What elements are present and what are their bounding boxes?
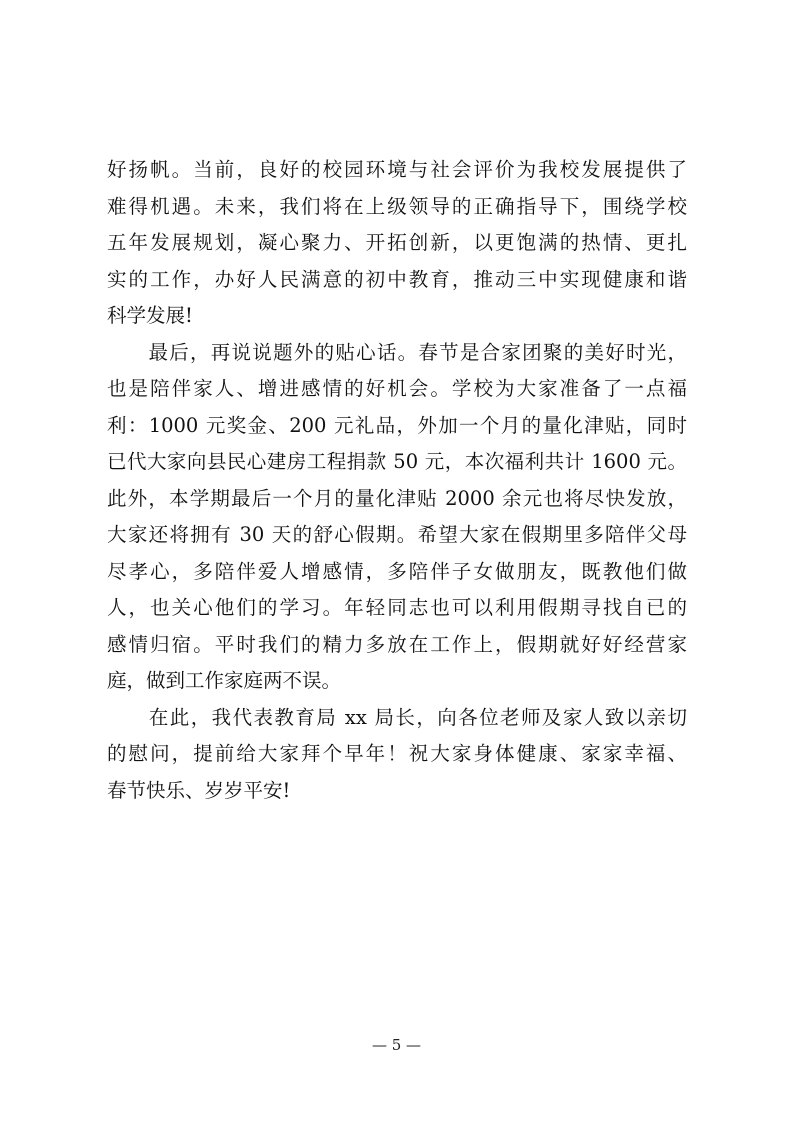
paragraph-2 — [107, 335, 687, 700]
text-line: 在此，我代表教育局 xx 局长，向各位老师及家人致以亲切 — [107, 705, 687, 729]
text-line: 科学发展! — [107, 304, 193, 327]
text-line: 已代大家向县民心建房工程捐款 50 元，本次福利共计 1600 元。 — [107, 450, 687, 473]
text-line: 利：1000 元奖金、200 元礼品，外加一个月的量化津贴，同时 — [107, 413, 687, 437]
text-line: 也是陪伴家人、增进感情的好机会。学校为大家准备了一点福 — [107, 377, 687, 400]
text-line: 五年发展规划，凝心聚力、开拓创新，以更饱满的热情、更扎 — [107, 231, 687, 254]
text-line: 庭，做到工作家庭两不误。 — [107, 669, 342, 692]
text-line: 春节快乐、岁岁平安! — [107, 778, 291, 802]
text-line: 此外，本学期最后一个月的量化津贴 2000 余元也将尽快发放， — [107, 486, 687, 510]
page-number: — 5 — — [371, 1036, 422, 1054]
paragraph-3 — [107, 700, 687, 810]
body-text — [107, 152, 687, 809]
text-line: 尽孝心，多陪伴爱人增感情，多陪伴子女做朋友，既教他们做 — [107, 559, 687, 583]
text-line: 好扬帆。当前，良好的校园环境与社会评价为我校发展提供了 — [107, 158, 687, 181]
text-line: 人，也关心他们的学习。年轻同志也可以利用假期寻找自已的 — [107, 596, 687, 619]
text-line: 大家还将拥有 30 天的舒心假期。希望大家在假期里多陪伴父母 — [107, 523, 687, 546]
text-line: 实的工作，办好人民满意的初中教育，推动三中实现健康和谐 — [107, 267, 687, 291]
text-line: 感情归宿。平时我们的精力多放在工作上，假期就好好经营家 — [107, 632, 687, 656]
text-line: 难得机遇。未来，我们将在上级领导的正确指导下，围绕学校 — [107, 194, 687, 218]
text-line: 最后，再说说题外的贴心话。春节是合家团聚的美好时光， — [107, 340, 687, 364]
text-line: 的慰问，提前给大家拜个早年！祝大家身体健康、家家幸福、 — [107, 742, 687, 765]
paragraph-1 — [107, 152, 687, 335]
